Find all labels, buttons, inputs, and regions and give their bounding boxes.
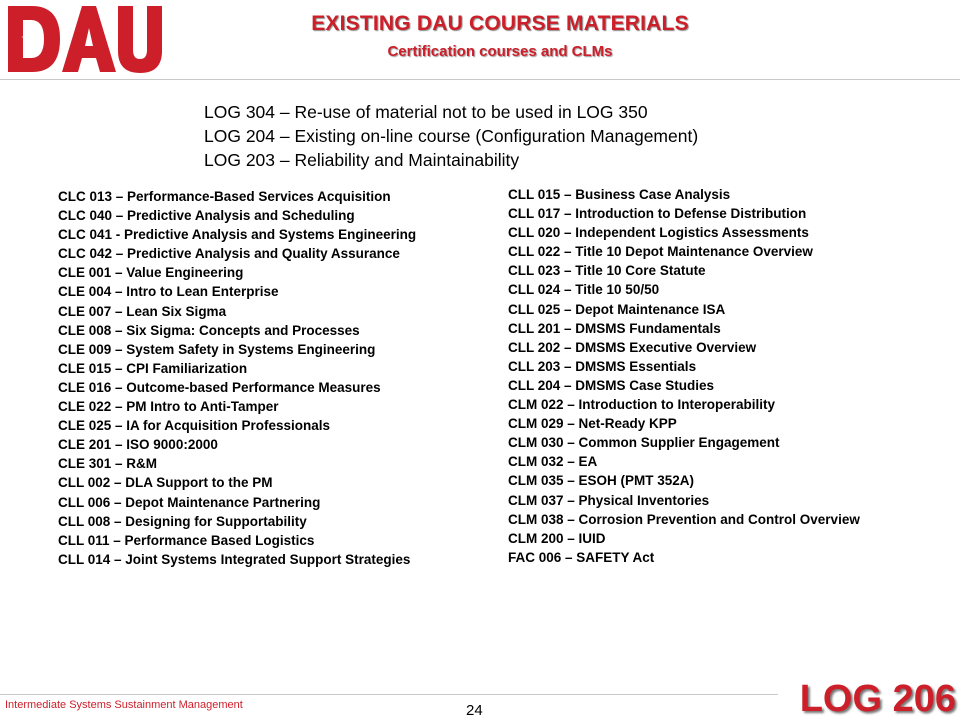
list-item: CLC 042 – Predictive Analysis and Quality Assurance: [58, 246, 400, 262]
note-item: LOG 203 – Reliability and Maintainability: [204, 150, 520, 170]
list-item: CLL 020 – Independent Logistics Assessments: [508, 225, 809, 241]
list-item: CLM 032 – EA: [508, 454, 598, 470]
list-item: CLM 200 – IUID: [508, 530, 606, 546]
footer-course-name: Intermediate Systems Sustainment Management: [5, 699, 243, 711]
page-subtitle: Certification courses and CLMs: [387, 43, 613, 60]
list-item: CLL 011 – Performance Based Logistics: [58, 532, 315, 548]
note-item: LOG 304 – Re-use of material not to be used in LOG 350: [204, 102, 648, 122]
list-item: FAC 006 – SAFETY Act: [508, 549, 655, 565]
list-item: CLE 201 – ISO 9000:2000: [58, 437, 218, 453]
list-item: CLE 015 – CPI Familiarization: [58, 360, 248, 376]
list-item: CLM 029 – Net-Ready KPP: [508, 416, 677, 432]
list-item: CLL 017 – Introduction to Defense Distribution: [508, 206, 807, 222]
list-item: CLL 006 – Depot Maintenance Partnering: [58, 494, 321, 510]
list-item: CLL 202 – DMSMS Executive Overview: [508, 339, 757, 355]
list-item: CLM 037 – Physical Inventories: [508, 492, 710, 508]
list-item: CLE 025 – IA for Acquisition Professionals: [58, 418, 331, 434]
list-item: CLE 001 – Value Engineering: [58, 265, 244, 281]
list-item: CLM 030 – Common Supplier Engagement: [508, 435, 780, 451]
list-item: CLE 008 – Six Sigma: Concepts and Processes: [58, 322, 360, 338]
list-item: CLM 022 – Introduction to Interoperability: [508, 397, 776, 413]
list-item: CLE 301 – R&M: [58, 456, 158, 472]
note-item: LOG 204 – Existing on-line course (Configuration Management): [204, 126, 699, 146]
list-item: CLE 009 – System Safety in Systems Engineering: [58, 341, 376, 357]
course-code: LOG 206: [799, 678, 956, 720]
list-item: CLM 035 – ESOH (PMT 352A): [508, 473, 695, 489]
list-item: CLE 007 – Lean Six Sigma: [58, 303, 227, 319]
footer-divider: [0, 694, 778, 695]
page-title: EXISTING DAU COURSE MATERIALS: [311, 12, 689, 35]
course-list-left: [58, 187, 416, 569]
dau-logo: [6, 4, 162, 74]
list-item: CLE 022 – PM Intro to Anti-Tamper: [58, 399, 279, 415]
list-item: CLE 004 – Intro to Lean Enterprise: [58, 284, 279, 300]
list-item: CLL 002 – DLA Support to the PM: [58, 475, 273, 491]
header-divider: [0, 79, 960, 80]
list-item: CLM 038 – Corrosion Prevention and Control Overview: [508, 511, 860, 527]
list-item: CLL 022 – Title 10 Depot Maintenance Overview: [508, 244, 813, 260]
list-item: CLL 008 – Designing for Supportability: [58, 513, 307, 529]
list-item: CLL 014 – Joint Systems Integrated Support Strategies: [58, 551, 411, 567]
list-item: CLE 016 – Outcome-based Performance Measures: [58, 379, 381, 395]
course-list-right: [508, 185, 860, 567]
star-icon: [21, 26, 43, 49]
list-item: CLL 015 – Business Case Analysis: [508, 187, 731, 202]
list-item: CLC 013 – Performance-Based Services Acquisition: [58, 189, 391, 204]
list-item: CLC 040 – Predictive Analysis and Scheduling: [58, 208, 355, 224]
list-item: CLC 041 - Predictive Analysis and Systems Engineering: [58, 227, 417, 243]
list-item: CLL 201 – DMSMS Fundamentals: [508, 320, 721, 336]
list-item: CLL 204 – DMSMS Case Studies: [508, 377, 715, 393]
notes-list: [204, 100, 698, 172]
list-item: CLL 203 – DMSMS Essentials: [508, 358, 697, 374]
list-item: CLL 025 – Depot Maintenance ISA: [508, 301, 726, 317]
list-item: CLL 023 – Title 10 Core Statute: [508, 263, 706, 279]
list-item: CLL 024 – Title 10 50/50: [508, 282, 660, 298]
page-number: 24: [466, 702, 483, 719]
